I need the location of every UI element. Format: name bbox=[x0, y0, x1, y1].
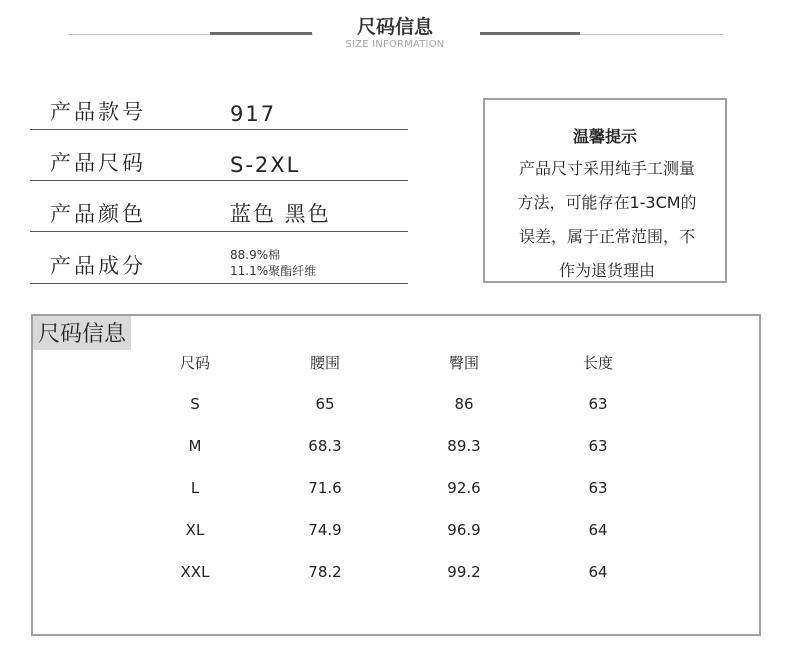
table-cell: 89.3 bbox=[447, 437, 481, 455]
size-table-title: 尺码信息 bbox=[33, 316, 131, 350]
tip-line: 误差，属于正常范围，不 bbox=[518, 227, 695, 246]
table-cell: 71.6 bbox=[308, 479, 342, 497]
product-value: 917 bbox=[230, 102, 277, 126]
tip-line: 方法，可能存在1-3CM的 bbox=[517, 193, 697, 212]
table-cell: 63 bbox=[588, 479, 608, 497]
table-cell: S bbox=[190, 395, 200, 413]
product-value: S-2XL bbox=[230, 153, 301, 177]
table-cell: 64 bbox=[588, 521, 608, 539]
product-row-material bbox=[30, 233, 408, 284]
material-line: 88.9%棉 bbox=[230, 248, 281, 262]
table-cell: 63 bbox=[588, 437, 608, 455]
page-subtitle: SIZE INFORMATION bbox=[345, 39, 445, 50]
product-row-color bbox=[30, 181, 408, 232]
table-cell: 92.6 bbox=[447, 479, 481, 497]
table-cell: 99.2 bbox=[447, 563, 481, 581]
table-cell: 68.3 bbox=[308, 437, 342, 455]
product-row-size bbox=[30, 130, 408, 181]
product-row-style-no bbox=[30, 79, 408, 130]
table-cell: 65 bbox=[315, 395, 335, 413]
tip-body bbox=[499, 152, 715, 288]
product-value: 蓝色 黑色 bbox=[230, 202, 331, 226]
column-header-waist: 腰围 bbox=[309, 354, 340, 372]
table-cell: XL bbox=[185, 521, 205, 539]
column-header-hip: 臀围 bbox=[448, 354, 479, 372]
product-label: 产品尺码 bbox=[50, 151, 146, 175]
product-label: 产品成分 bbox=[50, 254, 146, 278]
material-line: 11.1%聚酯纤维 bbox=[230, 264, 317, 278]
column-header-size: 尺码 bbox=[179, 354, 210, 372]
product-material-value bbox=[230, 247, 316, 279]
tip-line: 作为退货理由 bbox=[558, 261, 655, 280]
table-cell: M bbox=[188, 437, 202, 455]
table-cell: 78.2 bbox=[308, 563, 342, 581]
table-cell: 86 bbox=[454, 395, 474, 413]
tip-box bbox=[483, 98, 727, 283]
product-label: 产品颜色 bbox=[50, 202, 146, 226]
tip-title: 温馨提示 bbox=[572, 127, 637, 146]
table-cell: L bbox=[190, 479, 200, 497]
column-header-length: 长度 bbox=[582, 354, 613, 372]
tip-line: 产品尺寸采用纯手工测量 bbox=[518, 159, 695, 178]
product-label: 产品款号 bbox=[50, 100, 146, 124]
table-cell: 96.9 bbox=[447, 521, 481, 539]
size-table bbox=[31, 314, 761, 636]
table-cell: XXL bbox=[180, 563, 210, 581]
table-cell: 64 bbox=[588, 563, 608, 581]
page-title: 尺码信息 bbox=[356, 16, 433, 38]
table-cell: 74.9 bbox=[308, 521, 342, 539]
table-cell: 63 bbox=[588, 395, 608, 413]
